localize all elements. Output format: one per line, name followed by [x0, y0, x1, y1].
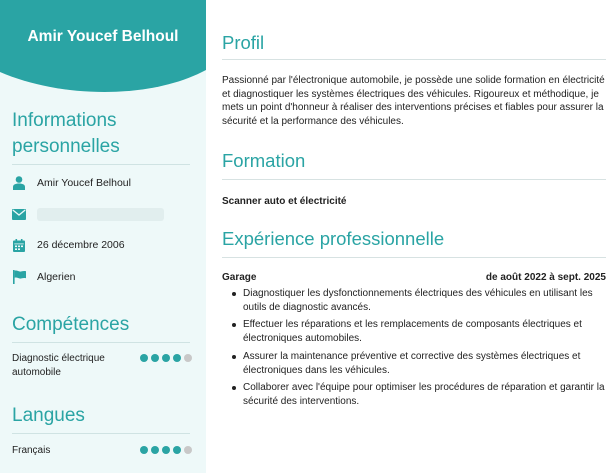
info-email-row	[12, 205, 192, 223]
rating-dot-filled	[173, 354, 181, 362]
info-nationality-row	[12, 268, 192, 286]
flag-icon	[12, 270, 26, 284]
rating-dot-filled	[151, 354, 159, 362]
job-bullets	[243, 287, 605, 413]
rating-dot-filled	[173, 446, 181, 454]
job-bullet: Effectuer les réparations et les remplacements de composants électriques et électroniques automobiles.	[243, 318, 605, 345]
divider	[12, 342, 190, 343]
header-wave-shape	[0, 0, 206, 95]
divider	[12, 433, 190, 434]
experience-title: Expérience professionnelle	[222, 228, 445, 249]
rating-dot-empty	[184, 354, 192, 362]
rating-dot-filled	[151, 446, 159, 454]
info-email-redacted	[37, 208, 164, 221]
envelope-icon	[12, 207, 26, 221]
calendar-icon	[12, 238, 26, 252]
rating-dot-empty	[184, 446, 192, 454]
rating-dot-filled	[140, 446, 148, 454]
info-name-row	[12, 174, 192, 192]
skill-item	[12, 352, 192, 380]
language-item	[12, 444, 192, 458]
divider	[12, 164, 190, 165]
info-nationality: Algerien	[37, 271, 76, 283]
language-rating	[140, 446, 192, 458]
info-birthdate: 26 décembre 2006	[37, 239, 125, 251]
job-dates: de août 2022 à sept. 2025	[485, 272, 606, 283]
info-birthdate-row	[12, 236, 192, 254]
profile-text: Passionné par l'électronique automobile, je possède une solide formation en électricité et diagnostiquer les systèmes électriques des véhicules. Rigoureux et méthodique, je mets un point d'honneur à réaliser des interventions précises et fiables pour assurer la sécurité et la performance des véhicules.	[222, 75, 605, 127]
job-bullet: Collaborer avec l'équipe pour optimiser les procédures de réparation et garantir la sécurité des interventions.	[243, 382, 605, 408]
sidebar	[0, 0, 206, 473]
divider	[222, 257, 606, 258]
languages-title: Langues	[12, 405, 85, 426]
divider	[222, 179, 606, 180]
language-label: Français	[12, 445, 51, 456]
info-name: Amir Youcef Belhoul	[37, 177, 131, 189]
job-header	[222, 272, 606, 283]
candidate-name: Amir Youcef Belhoul	[27, 28, 179, 45]
skill-label: Diagnostic électrique automobile	[12, 353, 105, 378]
education-item: Scanner auto et électricité	[222, 196, 347, 207]
personal-info-title	[12, 108, 120, 160]
skill-rating	[140, 354, 192, 380]
divider	[222, 59, 606, 60]
skills-title: Compétences	[12, 314, 130, 335]
job-bullet: Assurer la maintenance préventive et corrective des systèmes électriques et électroniques dans les véhicules.	[243, 350, 605, 377]
personal-info-title-line2: personnelles	[12, 136, 120, 157]
person-icon	[12, 176, 26, 190]
education-title: Formation	[222, 150, 306, 171]
header-banner	[0, 0, 206, 95]
job-bullet: Diagnostiquer les dysfonctionnements électriques des véhicules en utilisant les outils de diagnostic avancés.	[243, 287, 605, 314]
rating-dot-filled	[162, 354, 170, 362]
rating-dot-filled	[162, 446, 170, 454]
job-company: Garage	[222, 272, 257, 283]
profile-title: Profil	[222, 32, 265, 53]
rating-dot-filled	[140, 354, 148, 362]
personal-info-title-line1: Informations	[12, 110, 117, 131]
